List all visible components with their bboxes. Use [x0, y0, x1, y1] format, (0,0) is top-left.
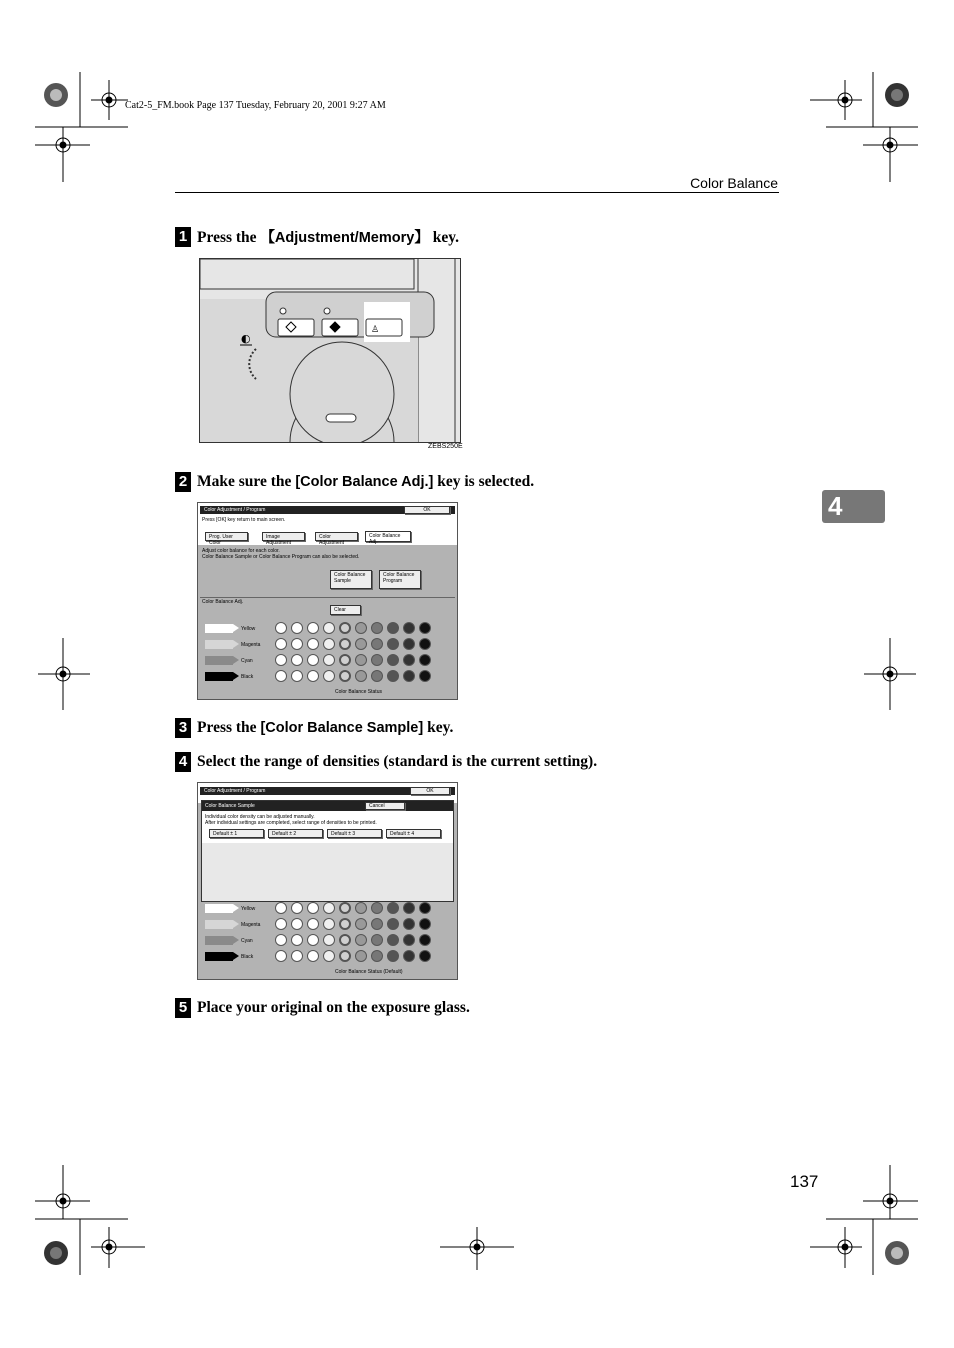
dialog-desc-2: After individual settings are completed, select range of densities to be printed.: [205, 820, 377, 826]
screen-title: Color Adjustment / Program: [204, 507, 266, 513]
screen-hint: Press [OK] key return to main screen.: [202, 517, 286, 523]
density-level-button[interactable]: [403, 670, 415, 682]
density-level-button[interactable]: [307, 950, 319, 962]
tab-color-adjustment[interactable]: Color Adjustment: [315, 532, 358, 541]
color-row-label: Black: [241, 674, 254, 680]
color-swatch: [205, 640, 233, 649]
density-level-button[interactable]: [419, 950, 431, 962]
step-1: [175, 226, 459, 247]
adjustment-memory-key-icon: ♙: [371, 325, 380, 335]
density-level-button[interactable]: [387, 918, 399, 930]
density-level-button[interactable]: [355, 638, 367, 650]
density-level-button[interactable]: [387, 622, 399, 634]
density-level-button[interactable]: [387, 934, 399, 946]
density-level-button[interactable]: [275, 934, 287, 946]
density-level-button[interactable]: [275, 902, 287, 914]
density-level-button[interactable]: [403, 638, 415, 650]
control-panel-illustration: [199, 258, 461, 443]
density-level-button[interactable]: [371, 902, 383, 914]
density-level-button[interactable]: [307, 638, 319, 650]
color-swatch: [205, 672, 233, 681]
density-level-button[interactable]: [387, 950, 399, 962]
color-balance-adj-screen: [197, 502, 458, 700]
density-level-button[interactable]: [339, 934, 351, 946]
tab-prog-user-color[interactable]: Prog. User Color: [205, 532, 248, 541]
density-level-button[interactable]: [355, 622, 367, 634]
step-text-pre: Select the range of densities (standard is the current setting).: [197, 753, 598, 770]
density-level-button[interactable]: [403, 622, 415, 634]
step-number: 5: [175, 998, 191, 1018]
density-level-button[interactable]: [371, 654, 383, 666]
density-level-button[interactable]: [339, 950, 351, 962]
color-balance-status: Color Balance Status (Default): [335, 969, 403, 975]
density-level-button[interactable]: [403, 654, 415, 666]
density-level-button[interactable]: [355, 654, 367, 666]
density-level-button[interactable]: [387, 654, 399, 666]
density-level-button[interactable]: [275, 918, 287, 930]
density-level-button[interactable]: [307, 902, 319, 914]
density-level-button[interactable]: [403, 902, 415, 914]
density-level-button[interactable]: [291, 654, 303, 666]
density-level-button[interactable]: [387, 670, 399, 682]
density-level-button[interactable]: [371, 670, 383, 682]
density-level-button[interactable]: [291, 670, 303, 682]
step-text-pre: Make sure the: [197, 473, 296, 490]
density-level-button[interactable]: [355, 670, 367, 682]
option-default-2[interactable]: Default ± 2: [268, 829, 323, 838]
step-key-name: [Color Balance Adj.]: [295, 474, 434, 490]
density-level-button[interactable]: [355, 950, 367, 962]
figure-caption: ZEBS250E: [428, 443, 463, 450]
running-header-title: Color Balance: [690, 175, 778, 191]
density-level-button[interactable]: [419, 902, 431, 914]
sample-dialog: [201, 800, 454, 902]
density-level-button[interactable]: [419, 934, 431, 946]
section-label: Color Balance Adj.: [202, 599, 244, 605]
dialog-title: Color Balance Sample: [205, 803, 255, 809]
density-level-button[interactable]: [307, 934, 319, 946]
dialog-desc-1: Individual color density can be adjusted manually.: [205, 814, 315, 820]
step-key-name: [Color Balance Sample]: [260, 720, 424, 736]
density-level-button[interactable]: [291, 918, 303, 930]
color-row-label: Cyan: [241, 658, 253, 664]
density-level-button[interactable]: [291, 902, 303, 914]
color-swatch: [205, 656, 233, 665]
density-level-button[interactable]: [387, 638, 399, 650]
density-level-button[interactable]: [355, 934, 367, 946]
density-level-button[interactable]: [339, 918, 351, 930]
density-level-button[interactable]: [275, 638, 287, 650]
tab-image-adjustment[interactable]: Image Adjustment: [262, 532, 305, 541]
step-text-pre: Press the: [197, 229, 261, 246]
screen-desc-2: Color Balance Sample or Color Balance Program can also be selected.: [202, 554, 360, 560]
clear-button[interactable]: Clear: [330, 605, 361, 615]
density-level-button[interactable]: [387, 902, 399, 914]
svg-text:◐: ◐: [241, 332, 251, 345]
density-level-button[interactable]: [339, 654, 351, 666]
density-level-button[interactable]: [355, 902, 367, 914]
color-balance-sample-screen: [197, 782, 458, 980]
color-row-label: Magenta: [241, 922, 261, 928]
density-level-button[interactable]: [371, 622, 383, 634]
density-level-button[interactable]: [419, 622, 431, 634]
step-3: [175, 718, 453, 738]
step-4: [175, 752, 597, 772]
density-level-button[interactable]: [275, 670, 287, 682]
color-swatch: [205, 904, 233, 913]
color-balance-sample-button[interactable]: Color Balance Sample: [330, 570, 372, 589]
step-text-pre: Place your original on the exposure glass.: [197, 999, 470, 1016]
density-level-button[interactable]: [371, 918, 383, 930]
density-level-button[interactable]: [275, 654, 287, 666]
density-level-button[interactable]: [339, 638, 351, 650]
step-text-pre: Press the: [197, 719, 261, 736]
density-level-button[interactable]: [355, 918, 367, 930]
density-level-button[interactable]: [371, 638, 383, 650]
density-level-button[interactable]: [275, 622, 287, 634]
density-level-button[interactable]: [371, 950, 383, 962]
screen-title: Color Adjustment / Program: [204, 788, 266, 794]
option-default-4[interactable]: Default ± 4: [386, 829, 441, 838]
density-level-button[interactable]: [307, 654, 319, 666]
color-balance-status: Color Balance Status: [335, 689, 382, 695]
density-level-button[interactable]: [323, 670, 335, 682]
color-row-label: Yellow: [241, 626, 256, 632]
screen-desc-1: Adjust color balance for each color.: [202, 548, 280, 554]
density-level-button[interactable]: [323, 902, 335, 914]
density-level-button[interactable]: [323, 654, 335, 666]
option-default-3[interactable]: Default ± 3: [327, 829, 382, 838]
step-number: 1: [175, 227, 191, 247]
color-balance-program-button[interactable]: Color Balance Program: [379, 570, 421, 589]
density-level-button[interactable]: [323, 638, 335, 650]
color-swatch: [205, 952, 233, 961]
density-level-button[interactable]: [419, 918, 431, 930]
density-level-button[interactable]: [419, 654, 431, 666]
density-level-button[interactable]: [291, 950, 303, 962]
density-level-button[interactable]: [291, 622, 303, 634]
color-row-label: Black: [241, 954, 254, 960]
step-2: [175, 472, 534, 492]
density-level-button[interactable]: [307, 670, 319, 682]
color-swatch: [205, 624, 233, 633]
header-rule: [175, 192, 779, 193]
color-row-label: Yellow: [241, 906, 256, 912]
step-text-post: key.: [428, 229, 459, 246]
step-text-post: key.: [423, 719, 454, 736]
control-panel-drawing: [200, 259, 460, 442]
book-info-line: Cat2-5_FM.book Page 137 Tuesday, February 20, 2001 9:27 AM: [125, 100, 386, 111]
density-level-button[interactable]: [371, 934, 383, 946]
tab-color-balance-adj[interactable]: Color Balance Adj.: [365, 531, 411, 542]
density-level-button[interactable]: [403, 934, 415, 946]
density-level-button[interactable]: [339, 622, 351, 634]
color-swatch: [205, 936, 233, 945]
color-row-label: Magenta: [241, 642, 261, 648]
chapter-tab: 4: [822, 490, 885, 523]
density-level-button[interactable]: [403, 918, 415, 930]
ok-button[interactable]: OK: [404, 506, 450, 514]
color-row-label: Cyan: [241, 938, 253, 944]
page-number: 137: [790, 1172, 819, 1191]
density-level-button[interactable]: [307, 622, 319, 634]
density-level-button[interactable]: [323, 622, 335, 634]
density-level-button[interactable]: [275, 950, 287, 962]
density-level-button[interactable]: [307, 918, 319, 930]
step-number: 3: [175, 718, 191, 738]
step-number: 4: [175, 752, 191, 772]
density-level-button[interactable]: [323, 934, 335, 946]
density-level-button[interactable]: [339, 902, 351, 914]
density-level-button[interactable]: [339, 670, 351, 682]
density-level-button[interactable]: [323, 918, 335, 930]
option-default-1[interactable]: Default ± 1: [209, 829, 264, 838]
density-level-button[interactable]: [419, 670, 431, 682]
density-level-button[interactable]: [323, 950, 335, 962]
section-divider: [200, 597, 455, 598]
density-level-button[interactable]: [291, 934, 303, 946]
density-level-button[interactable]: [419, 638, 431, 650]
step-text-post: key is selected.: [433, 473, 535, 490]
density-level-button[interactable]: [291, 638, 303, 650]
step-5: [175, 998, 470, 1018]
density-level-button[interactable]: [403, 950, 415, 962]
ok-button[interactable]: OK: [410, 787, 450, 795]
step-key-name: 【Adjustment/Memory】: [260, 230, 429, 246]
cancel-button[interactable]: Cancel: [365, 802, 405, 810]
step-number: 2: [175, 472, 191, 492]
color-swatch: [205, 920, 233, 929]
